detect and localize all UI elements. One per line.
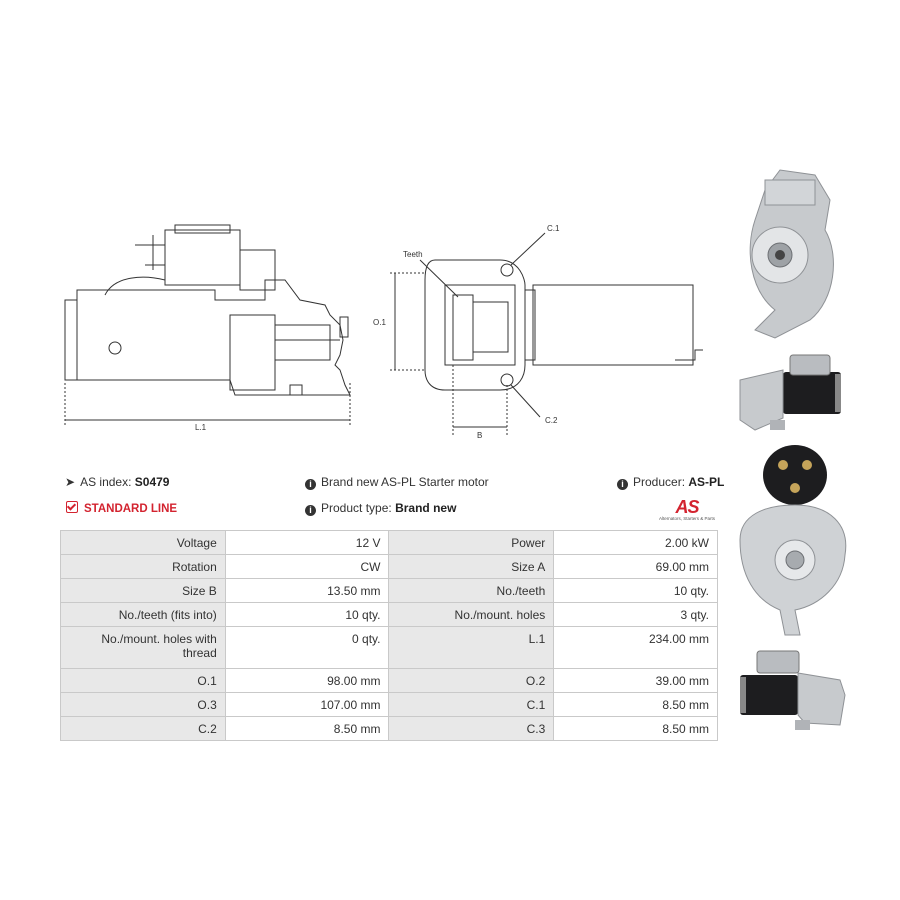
spec-label: L.1	[389, 627, 554, 669]
spec-value: CW	[225, 555, 389, 579]
spec-label: Size A	[389, 555, 554, 579]
label-c1: C.1	[547, 224, 560, 233]
spec-label: No./mount. holes with thread	[61, 627, 226, 669]
table-row	[61, 603, 718, 627]
spec-label: O.1	[61, 669, 226, 693]
spec-value: 39.00 mm	[554, 669, 718, 693]
spec-label: Rotation	[61, 555, 226, 579]
product-type	[305, 501, 456, 516]
label-l1: L.1	[195, 423, 207, 432]
producer-value: AS-PL	[688, 475, 725, 489]
spec-label: C.2	[61, 717, 226, 741]
standard-line-badge	[66, 501, 177, 515]
technical-drawing	[55, 205, 715, 450]
as-index-value: S0479	[134, 475, 170, 489]
spec-value: 8.50 mm	[554, 693, 718, 717]
product-photo-front	[735, 160, 850, 340]
spec-value: 0 qty.	[225, 627, 389, 669]
table-row	[61, 717, 718, 741]
label-teeth: Teeth	[403, 250, 423, 259]
spec-value: 107.00 mm	[225, 693, 389, 717]
spec-value: 8.50 mm	[554, 717, 718, 741]
spec-label: Voltage	[61, 531, 226, 555]
product-type-label: Product type:	[321, 501, 392, 515]
as-index	[65, 475, 169, 489]
tags-icon: ➤	[65, 475, 76, 489]
table-row	[61, 531, 718, 555]
spec-label: No./mount. holes	[389, 603, 554, 627]
spec-label: O.2	[389, 669, 554, 693]
label-o1: O.1	[373, 318, 386, 327]
description-text: Brand new AS-PL Starter motor	[321, 475, 489, 489]
spec-value: 10 qty.	[225, 603, 389, 627]
spec-value: 234.00 mm	[554, 627, 718, 669]
spec-value: 3 qty.	[554, 603, 718, 627]
label-c2: C.2	[545, 416, 558, 425]
spec-label: O.3	[61, 693, 226, 717]
table-row	[61, 555, 718, 579]
info-icon: i	[305, 505, 316, 516]
product-photo-side	[735, 350, 850, 440]
product-description	[305, 475, 489, 490]
table-row	[61, 669, 718, 693]
label-b: B	[477, 431, 483, 440]
spec-label: Power	[389, 531, 554, 555]
spec-value: 98.00 mm	[225, 669, 389, 693]
producer	[617, 475, 724, 490]
spec-value: 69.00 mm	[554, 555, 718, 579]
logo-subtitle: Alternators, Starters & Parts	[658, 516, 716, 521]
logo-mark: AS	[675, 497, 699, 517]
spec-label: C.3	[389, 717, 554, 741]
spec-label: Size B	[61, 579, 226, 603]
product-photo-rear	[725, 440, 855, 640]
as-index-label: AS index:	[80, 475, 132, 489]
spec-value: 8.50 mm	[225, 717, 389, 741]
spec-value: 12 V	[225, 531, 389, 555]
as-logo	[652, 497, 722, 527]
standard-line-label: STANDARD LINE	[84, 503, 178, 515]
product-type-value: Brand new	[395, 501, 457, 515]
product-photo-side-2	[735, 645, 850, 740]
spec-value: 13.50 mm	[225, 579, 389, 603]
specs-table	[60, 530, 718, 741]
spec-value: 2.00 kW	[554, 531, 718, 555]
info-icon: i	[617, 479, 628, 490]
spec-value: 10 qty.	[554, 579, 718, 603]
info-icon: i	[305, 479, 316, 490]
table-row	[61, 693, 718, 717]
producer-label: Producer:	[633, 475, 686, 489]
spec-label: No./teeth (fits into)	[61, 603, 226, 627]
spec-label: C.1	[389, 693, 554, 717]
spec-label: No./teeth	[389, 579, 554, 603]
checkbox-icon	[66, 501, 78, 513]
table-row	[61, 627, 718, 669]
table-row	[61, 579, 718, 603]
